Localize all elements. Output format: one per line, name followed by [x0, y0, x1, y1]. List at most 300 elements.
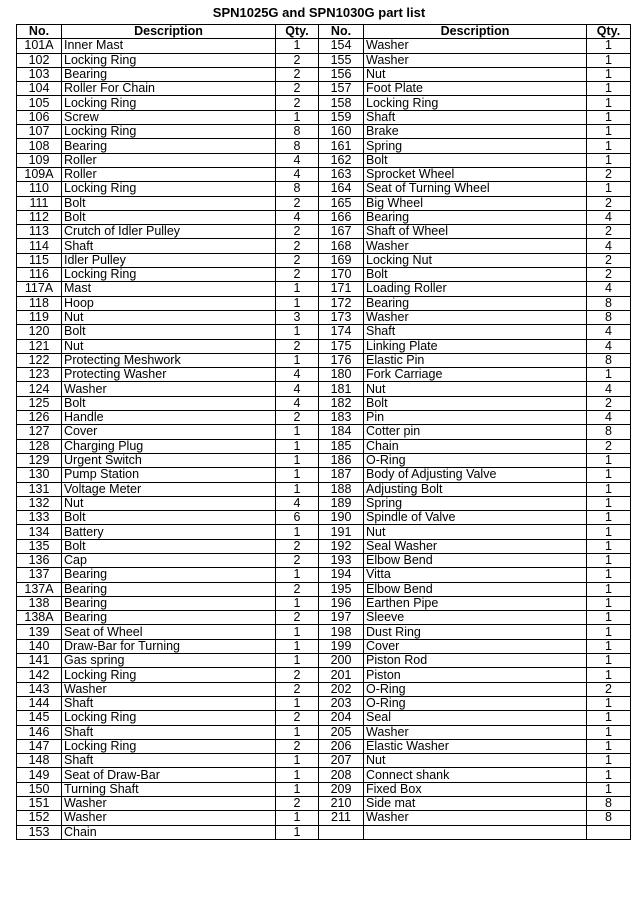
right-part-description: Loading Roller: [364, 282, 587, 296]
left-part-description: Seat of Wheel: [62, 625, 276, 639]
left-part-quantity: 1: [276, 768, 319, 782]
left-part-description: Handle: [62, 411, 276, 425]
right-part-number: 155: [319, 53, 364, 67]
right-part-description: Shaft: [364, 110, 587, 124]
right-part-number: 186: [319, 453, 364, 467]
right-part-quantity: 4: [587, 210, 631, 224]
table-row: [17, 368, 631, 382]
right-part-number: 156: [319, 67, 364, 81]
right-part-quantity: 1: [587, 482, 631, 496]
table-row: [17, 239, 631, 253]
table-row: [17, 339, 631, 353]
table-row: [17, 296, 631, 310]
right-part-number: 176: [319, 353, 364, 367]
left-part-quantity: 4: [276, 368, 319, 382]
right-part-quantity: 8: [587, 811, 631, 825]
right-part-number: 167: [319, 225, 364, 239]
left-part-description: Bolt: [62, 196, 276, 210]
left-part-quantity: 2: [276, 411, 319, 425]
left-part-quantity: 2: [276, 682, 319, 696]
right-part-description: Washer: [364, 39, 587, 53]
right-part-number: 175: [319, 339, 364, 353]
table-row: [17, 67, 631, 81]
left-part-number: 118: [17, 296, 62, 310]
left-part-number: 112: [17, 210, 62, 224]
left-part-description: Draw-Bar for Turning: [62, 639, 276, 653]
left-part-description: Roller: [62, 167, 276, 181]
left-part-number: 126: [17, 411, 62, 425]
right-part-number: 199: [319, 639, 364, 653]
right-part-quantity: 1: [587, 453, 631, 467]
left-part-description: Mast: [62, 282, 276, 296]
right-part-description: Body of Adjusting Valve: [364, 468, 587, 482]
left-part-quantity: 1: [276, 525, 319, 539]
left-part-number: 137: [17, 568, 62, 582]
right-part-description: Washer: [364, 310, 587, 324]
right-part-number: 210: [319, 797, 364, 811]
right-part-number: 171: [319, 282, 364, 296]
left-part-number: 131: [17, 482, 62, 496]
left-part-description: Bearing: [62, 139, 276, 153]
left-part-number: 116: [17, 268, 62, 282]
right-part-description: Washer: [364, 725, 587, 739]
right-part-description: Bearing: [364, 296, 587, 310]
right-part-number: 165: [319, 196, 364, 210]
left-part-description: Hoop: [62, 296, 276, 310]
left-part-description: Cover: [62, 425, 276, 439]
right-part-quantity: 8: [587, 425, 631, 439]
table-row: [17, 139, 631, 153]
right-part-quantity: 1: [587, 496, 631, 510]
right-part-number: 196: [319, 596, 364, 610]
left-part-description: Bearing: [62, 67, 276, 81]
left-part-description: Bolt: [62, 396, 276, 410]
right-part-description: Locking Nut: [364, 253, 587, 267]
table-row: [17, 453, 631, 467]
left-part-number: 145: [17, 711, 62, 725]
right-part-description: Nut: [364, 525, 587, 539]
right-part-number: 170: [319, 268, 364, 282]
right-part-description: Spring: [364, 139, 587, 153]
right-part-description: Bearing: [364, 210, 587, 224]
left-part-quantity: 2: [276, 539, 319, 553]
left-part-description: Pump Station: [62, 468, 276, 482]
right-part-quantity: 1: [587, 625, 631, 639]
left-part-quantity: 1: [276, 654, 319, 668]
right-part-number: 193: [319, 553, 364, 567]
left-part-quantity: 1: [276, 439, 319, 453]
right-part-number: 159: [319, 110, 364, 124]
right-part-description: Bolt: [364, 153, 587, 167]
table-row: [17, 711, 631, 725]
right-part-number: 188: [319, 482, 364, 496]
table-row: [17, 553, 631, 567]
right-part-quantity: 4: [587, 411, 631, 425]
right-part-number: 197: [319, 611, 364, 625]
left-part-description: Roller For Chain: [62, 82, 276, 96]
left-part-number: 135: [17, 539, 62, 553]
left-part-quantity: 2: [276, 268, 319, 282]
right-part-description: Vitta: [364, 568, 587, 582]
left-part-description: Urgent Switch: [62, 453, 276, 467]
right-part-description: Elbow Bend: [364, 553, 587, 567]
left-part-quantity: 8: [276, 139, 319, 153]
left-part-number: 143: [17, 682, 62, 696]
table-row: [17, 482, 631, 496]
right-part-number: 189: [319, 496, 364, 510]
left-part-description: Battery: [62, 525, 276, 539]
right-part-number: 180: [319, 368, 364, 382]
right-part-quantity: 1: [587, 53, 631, 67]
left-part-description: Locking Ring: [62, 739, 276, 753]
right-part-description: Bolt: [364, 268, 587, 282]
left-part-number: 106: [17, 110, 62, 124]
right-part-number: 205: [319, 725, 364, 739]
right-part-description: Pin: [364, 411, 587, 425]
left-part-quantity: 1: [276, 811, 319, 825]
left-part-number: 139: [17, 625, 62, 639]
left-part-quantity: 6: [276, 511, 319, 525]
left-part-description: Washer: [62, 382, 276, 396]
left-part-number: 142: [17, 668, 62, 682]
left-part-description: Locking Ring: [62, 96, 276, 110]
left-part-description: Bolt: [62, 539, 276, 553]
right-part-description: Fixed Box: [364, 782, 587, 796]
left-part-quantity: 2: [276, 339, 319, 353]
left-part-number: 124: [17, 382, 62, 396]
left-part-number: 132: [17, 496, 62, 510]
left-part-quantity: 2: [276, 668, 319, 682]
left-part-number: 108: [17, 139, 62, 153]
right-part-description: O-Ring: [364, 682, 587, 696]
table-row: [17, 468, 631, 482]
right-part-number: 204: [319, 711, 364, 725]
left-part-quantity: 4: [276, 396, 319, 410]
left-part-quantity: 2: [276, 225, 319, 239]
right-part-number: 161: [319, 139, 364, 153]
left-part-description: Seat of Draw-Bar: [62, 768, 276, 782]
left-part-description: Charging Plug: [62, 439, 276, 453]
header-description-left: Description: [62, 25, 276, 39]
right-part-description: Seat of Turning Wheel: [364, 182, 587, 196]
table-row: [17, 611, 631, 625]
right-part-number: 163: [319, 167, 364, 181]
table-row: [17, 253, 631, 267]
table-row: [17, 310, 631, 324]
header-qty-right: Qty.: [587, 25, 631, 39]
right-part-description: Bolt: [364, 396, 587, 410]
table-row: [17, 110, 631, 124]
table-row: [17, 268, 631, 282]
right-part-quantity: 1: [587, 96, 631, 110]
left-part-number: 140: [17, 639, 62, 653]
left-part-quantity: 2: [276, 53, 319, 67]
left-part-number: 105: [17, 96, 62, 110]
table-row: [17, 511, 631, 525]
right-part-number: 187: [319, 468, 364, 482]
right-part-description: Big Wheel: [364, 196, 587, 210]
left-part-number: 128: [17, 439, 62, 453]
table-row: [17, 53, 631, 67]
right-part-number: 195: [319, 582, 364, 596]
right-part-number: 174: [319, 325, 364, 339]
table-row: [17, 754, 631, 768]
left-part-quantity: 1: [276, 468, 319, 482]
right-part-number: 173: [319, 310, 364, 324]
left-part-number: 119: [17, 310, 62, 324]
right-part-number: 209: [319, 782, 364, 796]
left-part-quantity: 3: [276, 310, 319, 324]
table-row: [17, 182, 631, 196]
left-part-quantity: 2: [276, 582, 319, 596]
right-part-description: Adjusting Bolt: [364, 482, 587, 496]
right-part-number: 198: [319, 625, 364, 639]
left-part-number: 137A: [17, 582, 62, 596]
left-part-number: 141: [17, 654, 62, 668]
left-part-quantity: 4: [276, 496, 319, 510]
right-part-number: 168: [319, 239, 364, 253]
left-part-quantity: 2: [276, 239, 319, 253]
table-row: [17, 739, 631, 753]
left-part-description: Locking Ring: [62, 125, 276, 139]
table-row: [17, 167, 631, 181]
left-part-description: Bearing: [62, 611, 276, 625]
left-part-number: 101A: [17, 39, 62, 53]
table-row: [17, 125, 631, 139]
left-part-description: Bearing: [62, 596, 276, 610]
right-part-quantity: 1: [587, 582, 631, 596]
right-part-number: 164: [319, 182, 364, 196]
right-part-quantity: 4: [587, 239, 631, 253]
left-part-description: Idler Pulley: [62, 253, 276, 267]
left-part-number: 148: [17, 754, 62, 768]
right-part-quantity: 1: [587, 596, 631, 610]
left-part-number: 109: [17, 153, 62, 167]
header-no-right: No.: [319, 25, 364, 39]
right-part-quantity: 4: [587, 382, 631, 396]
left-part-quantity: 2: [276, 739, 319, 753]
left-part-description: Crutch of Idler Pulley: [62, 225, 276, 239]
right-part-description: Foot Plate: [364, 82, 587, 96]
left-part-quantity: 2: [276, 67, 319, 81]
left-part-quantity: 2: [276, 711, 319, 725]
page-title: SPN1025G and SPN1030G part list: [212, 5, 426, 20]
right-part-description: O-Ring: [364, 696, 587, 710]
right-part-description: Piston: [364, 668, 587, 682]
right-part-description: Fork Carriage: [364, 368, 587, 382]
left-part-quantity: 1: [276, 625, 319, 639]
table-row: [17, 282, 631, 296]
left-part-quantity: 4: [276, 382, 319, 396]
header-description-right: Description: [364, 25, 587, 39]
table-row: [17, 825, 631, 839]
left-part-description: Inner Mast: [62, 39, 276, 53]
left-part-number: 133: [17, 511, 62, 525]
right-part-number: 200: [319, 654, 364, 668]
left-part-quantity: 1: [276, 325, 319, 339]
left-part-quantity: 1: [276, 282, 319, 296]
left-part-quantity: 1: [276, 568, 319, 582]
right-part-number: 211: [319, 811, 364, 825]
table-row: [17, 668, 631, 682]
header-qty-left: Qty.: [276, 25, 319, 39]
left-part-quantity: 1: [276, 725, 319, 739]
right-part-number: 191: [319, 525, 364, 539]
left-part-quantity: 2: [276, 196, 319, 210]
left-part-quantity: 8: [276, 125, 319, 139]
right-part-number: 208: [319, 768, 364, 782]
left-part-description: Shaft: [62, 725, 276, 739]
right-part-quantity: 4: [587, 339, 631, 353]
right-part-number: 172: [319, 296, 364, 310]
right-part-quantity: 1: [587, 153, 631, 167]
left-part-number: 144: [17, 696, 62, 710]
right-part-quantity: 8: [587, 296, 631, 310]
right-part-number: 182: [319, 396, 364, 410]
table-row: [17, 39, 631, 53]
left-part-quantity: 1: [276, 482, 319, 496]
right-part-quantity: 1: [587, 539, 631, 553]
table-row: [17, 353, 631, 367]
left-part-number: 149: [17, 768, 62, 782]
right-part-description: Linking Plate: [364, 339, 587, 353]
left-part-number: 123: [17, 368, 62, 382]
left-part-quantity: 1: [276, 639, 319, 653]
left-part-description: Protecting Washer: [62, 368, 276, 382]
left-part-number: 153: [17, 825, 62, 839]
header-no-left: No.: [17, 25, 62, 39]
left-part-quantity: 2: [276, 253, 319, 267]
right-part-quantity: 1: [587, 553, 631, 567]
left-part-number: 107: [17, 125, 62, 139]
left-part-number: 147: [17, 739, 62, 753]
right-part-quantity: 1: [587, 67, 631, 81]
right-part-quantity: 1: [587, 725, 631, 739]
left-part-description: Washer: [62, 811, 276, 825]
left-part-quantity: 2: [276, 96, 319, 110]
right-part-description: Spindle of Valve: [364, 511, 587, 525]
table-row: [17, 210, 631, 224]
table-row: [17, 96, 631, 110]
right-part-quantity: 1: [587, 139, 631, 153]
left-part-number: 102: [17, 53, 62, 67]
table-row: [17, 596, 631, 610]
right-part-description: Spring: [364, 496, 587, 510]
right-part-quantity: 1: [587, 511, 631, 525]
left-part-description: Bolt: [62, 511, 276, 525]
left-part-quantity: 1: [276, 39, 319, 53]
left-part-number: 114: [17, 239, 62, 253]
table-row: [17, 625, 631, 639]
right-part-quantity: 1: [587, 125, 631, 139]
left-part-number: 138A: [17, 611, 62, 625]
left-part-description: Nut: [62, 496, 276, 510]
table-row: [17, 725, 631, 739]
table-row: [17, 396, 631, 410]
left-part-number: 127: [17, 425, 62, 439]
left-part-quantity: 1: [276, 596, 319, 610]
right-part-description: Shaft of Wheel: [364, 225, 587, 239]
right-part-number: 194: [319, 568, 364, 582]
left-part-quantity: 1: [276, 353, 319, 367]
right-part-number: 185: [319, 439, 364, 453]
left-part-quantity: 1: [276, 425, 319, 439]
left-part-number: 136: [17, 553, 62, 567]
left-part-description: Bolt: [62, 325, 276, 339]
table-row: [17, 525, 631, 539]
left-part-number: 121: [17, 339, 62, 353]
right-part-number: [319, 825, 364, 839]
left-part-number: 152: [17, 811, 62, 825]
left-part-number: 125: [17, 396, 62, 410]
right-part-quantity: 1: [587, 739, 631, 753]
left-part-description: Roller: [62, 153, 276, 167]
right-part-description: Seal Washer: [364, 539, 587, 553]
right-part-description: Sprocket Wheel: [364, 167, 587, 181]
left-part-number: 146: [17, 725, 62, 739]
table-row: [17, 582, 631, 596]
left-part-quantity: 1: [276, 696, 319, 710]
parts-table-body: [17, 39, 631, 840]
right-part-description: Locking Ring: [364, 96, 587, 110]
right-part-quantity: 2: [587, 225, 631, 239]
left-part-number: 134: [17, 525, 62, 539]
left-part-number: 113: [17, 225, 62, 239]
table-row: [17, 225, 631, 239]
right-part-number: 157: [319, 82, 364, 96]
right-part-quantity: 2: [587, 253, 631, 267]
table-row: [17, 153, 631, 167]
left-part-number: 150: [17, 782, 62, 796]
right-part-description: Brake: [364, 125, 587, 139]
right-part-description: Earthen Pipe: [364, 596, 587, 610]
right-part-quantity: 2: [587, 268, 631, 282]
left-part-quantity: 1: [276, 782, 319, 796]
table-row: [17, 782, 631, 796]
table-row: [17, 325, 631, 339]
right-part-quantity: 4: [587, 282, 631, 296]
table-row: [17, 539, 631, 553]
left-part-quantity: 4: [276, 153, 319, 167]
right-part-number: 181: [319, 382, 364, 396]
left-part-quantity: 4: [276, 210, 319, 224]
right-part-number: 203: [319, 696, 364, 710]
right-part-quantity: 1: [587, 568, 631, 582]
left-part-description: Locking Ring: [62, 268, 276, 282]
right-part-quantity: 1: [587, 754, 631, 768]
right-part-number: 162: [319, 153, 364, 167]
right-part-description: Elbow Bend: [364, 582, 587, 596]
table-row: [17, 811, 631, 825]
right-part-quantity: 1: [587, 182, 631, 196]
right-part-description: Dust Ring: [364, 625, 587, 639]
right-part-number: 192: [319, 539, 364, 553]
left-part-number: 111: [17, 196, 62, 210]
right-part-quantity: 1: [587, 611, 631, 625]
left-part-number: 115: [17, 253, 62, 267]
right-part-description: Shaft: [364, 325, 587, 339]
left-part-description: Locking Ring: [62, 668, 276, 682]
left-part-description: Washer: [62, 682, 276, 696]
left-part-number: 122: [17, 353, 62, 367]
right-part-quantity: 1: [587, 639, 631, 653]
left-part-number: 110: [17, 182, 62, 196]
right-part-number: 202: [319, 682, 364, 696]
right-part-number: 190: [319, 511, 364, 525]
right-part-quantity: 8: [587, 797, 631, 811]
table-row: [17, 382, 631, 396]
table-row: [17, 425, 631, 439]
